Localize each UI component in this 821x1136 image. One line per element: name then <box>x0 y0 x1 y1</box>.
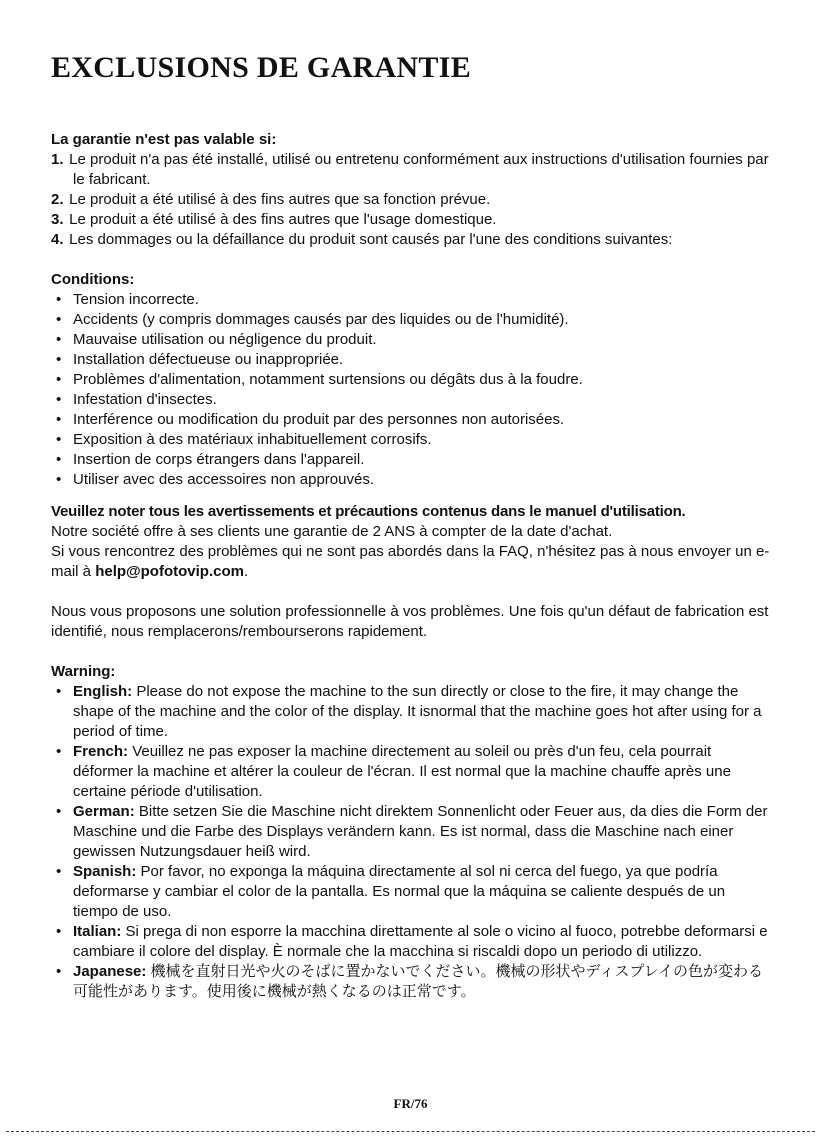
bullet-icon: • <box>56 863 62 880</box>
note-heading: Veuillez noter tous les avertissements et précautions contenus dans le manuel d'utilisation. <box>51 503 686 520</box>
warranty-line: Notre société offre à ses clients une garantie de 2 ANS à compter de la date d'achat. <box>51 523 613 540</box>
bullet-icon: • <box>56 923 62 940</box>
page-title: EXCLUSIONS DE GARANTIE <box>51 51 472 84</box>
condition-item: • Accidents (y compris dommages causés par des liquides ou de l'humidité). <box>56 311 569 328</box>
item-number: 2. <box>51 191 64 208</box>
language-label: Japanese: <box>73 963 147 980</box>
warning-text: Veuillez ne pas exposer la machine directement au soleil ou près d'un feu, cela pourrait déformer la machine et altérer la couleur de l'écran. Il est normal que la machine chauffe après une certaine période d'utilisation. <box>73 743 731 800</box>
solution-paragraph: Nous vous proposons une solution professionnelle à vos problèmes. Une fois qu'un défaut de fabrication est identifié, nous remplacerons/rembourserons rapidement. <box>51 603 769 640</box>
bullet-icon: • <box>56 391 62 408</box>
exclusion-list <box>51 150 773 250</box>
warning-list <box>51 682 773 1002</box>
language-label: English: <box>73 683 133 700</box>
warning-item-italian <box>51 922 773 962</box>
condition-item: • Insertion de corps étrangers dans l'appareil. <box>56 451 365 468</box>
condition-item: • Problèmes d'alimentation, notamment surtensions ou dégâts dus à la foudre. <box>56 371 583 388</box>
item-number: 4. <box>51 231 64 248</box>
condition-item: • Mauvaise utilisation ou négligence du produit. <box>56 331 377 348</box>
condition-item: • Installation défectueuse ou inappropriée. <box>56 351 344 368</box>
language-label: French: <box>73 743 129 760</box>
warning-item-japanese <box>51 962 773 1002</box>
language-label: Spanish: <box>73 863 137 880</box>
contact-text: Si vous rencontrez des problèmes qui ne sont pas abordés dans la FAQ, n'hésitez pas à nous envoyer un e-mail à <box>51 543 770 580</box>
page-edge-divider <box>6 1131 815 1132</box>
bullet-icon: • <box>56 471 62 488</box>
bullet-icon: • <box>56 431 62 448</box>
bullet-icon: • <box>56 291 62 308</box>
item-text: Le produit n'a pas été installé, utilisé ou entretenu conformément aux instructions d'utilisation fournies par le fabricant. <box>69 151 769 188</box>
language-label: German: <box>73 803 135 820</box>
bullet-icon: • <box>56 451 62 468</box>
language-label: Italian: <box>73 923 122 940</box>
condition-item: • Exposition à des matériaux inhabituellement corrosifs. <box>56 431 432 448</box>
bullet-icon: • <box>56 351 62 368</box>
warning-item-english <box>51 682 773 742</box>
warning-item-spanish <box>51 862 773 922</box>
item-text: Les dommages ou la défaillance du produit sont causés par l'une des conditions suivantes: <box>69 231 673 248</box>
bullet-icon: • <box>56 311 62 328</box>
warning-item-german <box>51 802 773 862</box>
document-page <box>51 48 773 1002</box>
item-text: Le produit a été utilisé à des fins autres que l'usage domestique. <box>69 211 497 228</box>
exclusion-item <box>51 230 773 250</box>
conditions-heading: Conditions: <box>51 271 135 288</box>
exclusion-item <box>51 190 773 210</box>
not-valid-heading: La garantie n'est pas valable si: <box>51 131 277 148</box>
condition-item: • Tension incorrecte. <box>56 291 199 308</box>
condition-item: • Interférence ou modification du produit par des personnes non autorisées. <box>56 411 565 428</box>
bullet-icon: • <box>56 963 62 980</box>
item-number: 3. <box>51 211 64 228</box>
condition-item: • Utiliser avec des accessoires non approuvés. <box>56 471 374 488</box>
bullet-icon: • <box>56 803 62 820</box>
exclusion-item <box>51 210 773 230</box>
bullet-icon: • <box>56 371 62 388</box>
contact-paragraph: Si vous rencontrez des problèmes qui ne sont pas abordés dans la FAQ, n'hésitez pas à nous envoyer un e-mail à help@pofotovip.com. <box>51 543 770 580</box>
condition-item: • Infestation d'insectes. <box>56 391 217 408</box>
warning-heading: Warning: <box>51 663 116 680</box>
item-text: Le produit a été utilisé à des fins autres que sa fonction prévue. <box>69 191 491 208</box>
page-number: FR/76 <box>393 1096 428 1111</box>
bullet-icon: • <box>56 411 62 428</box>
conditions-list <box>51 290 773 490</box>
warning-text: 機械を直射日光や火のそばに置かないでください。機械の形状やディスプレイの色が変わる可能性があります。使用後に機械が熱くなるのは正常です。 <box>73 963 764 1000</box>
bullet-icon: • <box>56 683 62 700</box>
warning-text: Please do not expose the machine to the sun directly or close to the fire, it may change the shape of the machine and the color of the display. It isnormal that the machine goes hot after using for a period of time. <box>73 683 762 740</box>
support-email-link[interactable]: help@pofotovip.com <box>95 563 244 580</box>
bullet-icon: • <box>56 331 62 348</box>
warning-item-french <box>51 742 773 802</box>
warning-text: Si prega di non esporre la macchina direttamente al sole o vicino al fuoco, potrebbe deformarsi e cambiare il colore del display. È normale che la macchina si riscaldi dopo un periodo di utilizzo. <box>73 923 768 960</box>
warning-text: Bitte setzen Sie die Maschine nicht direktem Sonnenlicht oder Feuer aus, da dies die Form der Maschine und die Farbe des Displays verändern kann. Es ist normal, dass die Maschine nach einer gewissen Nutzungsdauer heiß wird. <box>73 803 768 860</box>
bullet-icon: • <box>56 743 62 760</box>
exclusion-item <box>51 150 773 190</box>
warning-text: Por favor, no exponga la máquina directamente al sol ni cerca del fuego, ya que podría deformarse y cambiar el color de la pantalla. Es normal que la máquina se caliente después de un tiempo de uso. <box>73 863 726 920</box>
item-number: 1. <box>51 151 64 168</box>
